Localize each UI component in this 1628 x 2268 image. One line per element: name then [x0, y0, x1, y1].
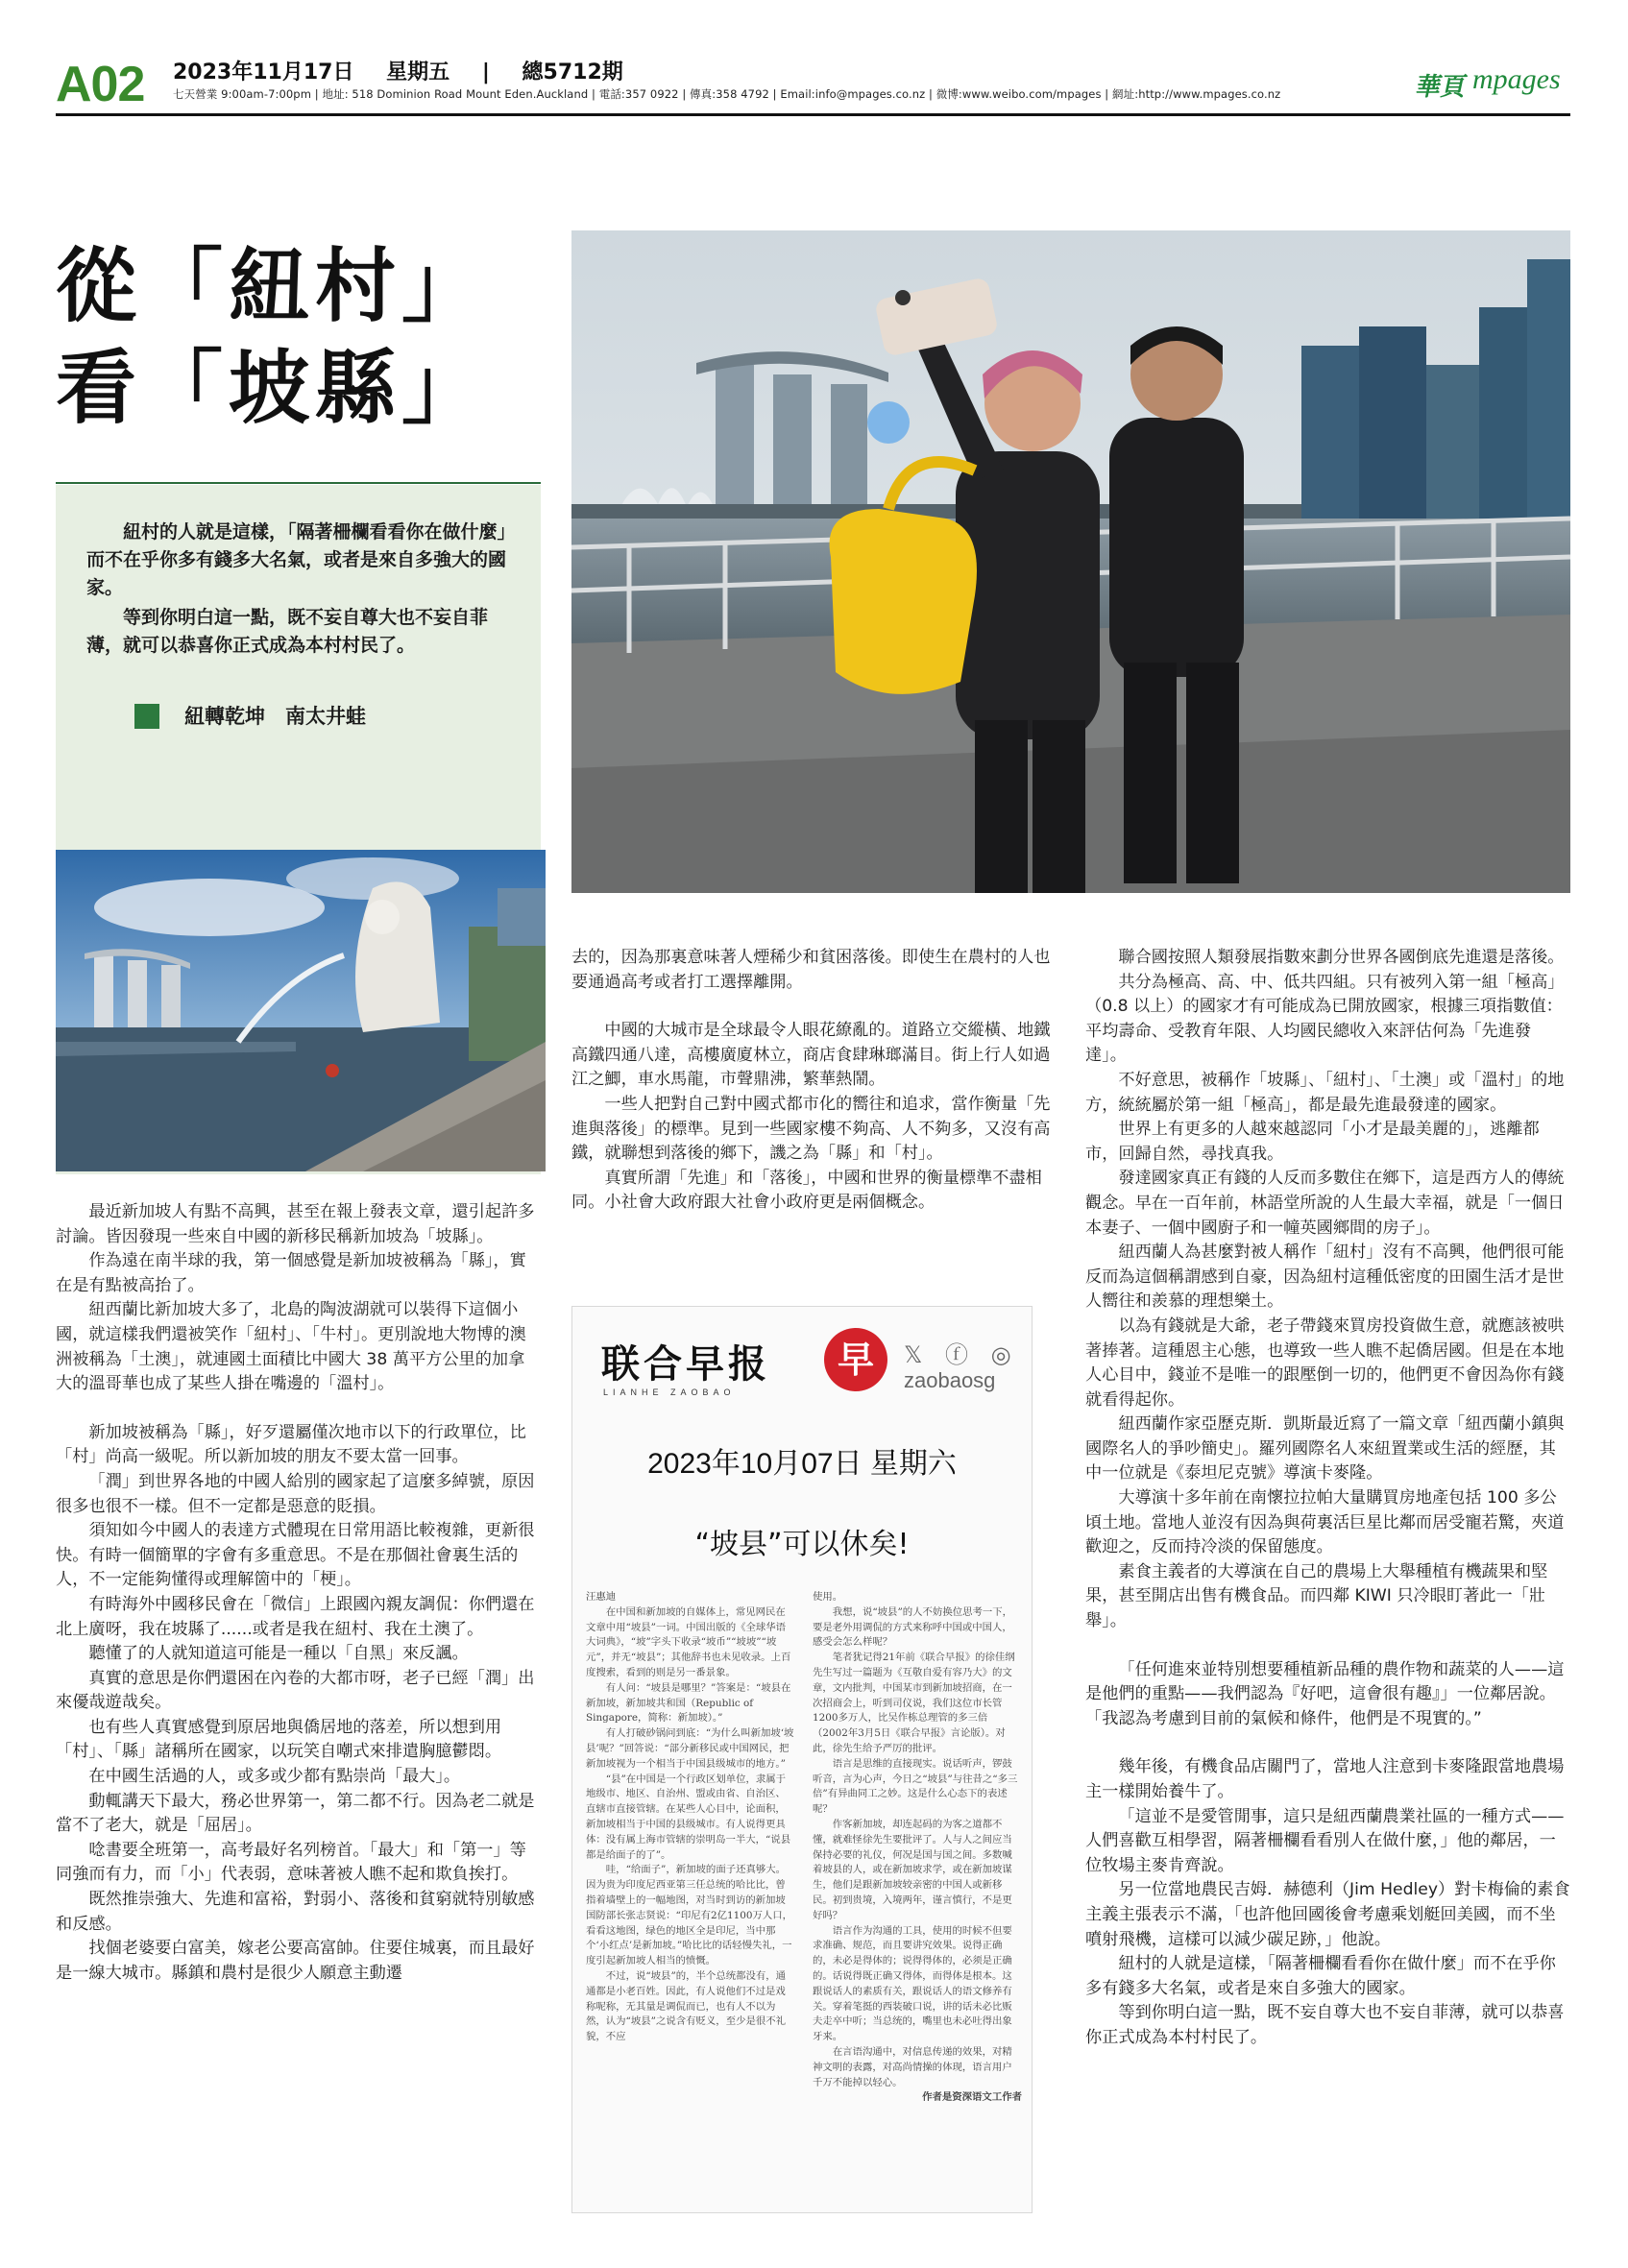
clip-paragraph: 不过，说“坡县”的，半个总统都没有，通通都是小老百姓。因此，有人说他们不过是戏称呢称，无其量是调侃而已，也有人不以为然，认为“坡县”之说含有贬义，至少是很不礼貌，不应	[586, 1969, 787, 2043]
title-line-1: 從「紐村」	[56, 239, 489, 333]
paragraph: 以為有錢就是大爺，老子帶錢來買房投資做生意，就應該被哄著捧著。這種恩主心態，也導致一些人瞧不起僑居國。但是在本地人心目中，錢並不是唯一的跟壓倒一切的，他們更不會因為你有錢就看得起你。	[1085, 1315, 1565, 1410]
paragraph: 世界上有更多的人越來越認同「小才是最美麗的」，逃離都市，回歸自然，尋找真我。	[1085, 1120, 1540, 1164]
paragraph: 找個老婆要白富美，嫁老公要高富帥。住要住城裏，而且最好是一線大城市。縣鎮和農村是很少人願意主動遷	[56, 1939, 535, 1983]
paragraph: 唸書要全班第一，高考最好名列榜首。「最大」和「第一」等同強而有力，而「小」代表弱，意味著被人瞧不起和欺負挨打。	[56, 1840, 526, 1885]
issue-number: 總5712期	[522, 60, 623, 84]
header-rule	[56, 113, 1570, 116]
issue-date: 2023年11月17日	[173, 60, 354, 84]
lead-paragraph: 等到你明白這一點，既不妄自尊大也不妄自菲薄，就可以恭喜你正式成為本村村民了。	[86, 607, 489, 656]
paragraph: 新加坡被稱為「縣」，好歹還屬僅次地市以下的行政單位，比「村」尚高一級呢。所以新加坡的朋友不要太當一回事。	[56, 1422, 526, 1467]
clipping-author: 汪惠迪	[586, 1591, 617, 1603]
paragraph: 去的，因為那裏意味著人煙稀少和貧困落後。即使生在農村的人也要通過高考或者打工選擇離開。	[571, 948, 1051, 992]
clip-paragraph: 哇，“给面子”，新加坡的面子还真够大。因为贵为印度尼西亚第三任总统的哈比比，曾指着墙壁上的一幅地图，对当时到访的新加坡国防部长张志贤说：“印尼有2亿1100万人口，看看这地图，绿色的地区全是印尼，当中那个‘小红点’是新加坡。”哈比比的话轻慢失礼，一度引起新加坡人相当的愤慨。	[586, 1864, 793, 1967]
clip-paragraph: 语言作为沟通的工具，使用的时候不但要求准确、规范，而且要讲究效果。说得正确的，未必是得体的；说得得体的，必须是正确的。话说得既正确又得体，而得体是根本。这跟说话人的素质有关，跟说话人的语文修养有关。穿着笔挺的西装破口说，讲的话未必比贩夫走卒中听；当总统的，嘴里也未必吐得出象牙来。	[813, 1924, 1012, 2043]
social-media-icons: 𝕏 ⓕ ◎	[904, 1341, 1019, 1368]
paragraph: 紐西蘭作家亞歷克斯．凱斯最近寫了一篇文章「紐西蘭小鎮與國際名人的爭吵簡史」。羅列國際名人來紐置業或生活的經歷，其中一位就是《泰坦尼克號》導演卡麥隆。	[1085, 1414, 1565, 1484]
article-lead	[86, 519, 509, 662]
paragraph: 聽懂了的人就知道這可能是一種以「自黑」來反諷。	[88, 1644, 469, 1664]
paragraph: 幾年後，有機食品店關門了，當地人注意到卡麥隆跟當地農場主一樣開始養牛了。	[1085, 1757, 1565, 1801]
article-byline: 紐轉乾坤 南太井蛙	[184, 705, 366, 728]
issue-weekday: 星期五	[386, 60, 450, 84]
paragraph: 紐村的人就是這樣，「隔著柵欄看看你在做什麼」而不在乎你多有錢多大名氣，或者是來自多強大的國家。	[1085, 1954, 1556, 1998]
article-column-3	[1085, 946, 1570, 2051]
clip-paragraph: 有人打破砂锅问到底：“为什么叫新加坡‘坡县’呢？”回答说：“部分新移民或中国网民，把新加坡视为一个相当于中国县级城市的地方。”	[586, 1727, 794, 1770]
page-number: A02	[56, 57, 145, 112]
lead-paragraph: 紐村的人就是這樣，「隔著柵欄看看你在做什麼」而不在乎你多有錢多大名氣，或者是來自多強大的國家。	[86, 521, 507, 598]
paragraph: 「這並不是愛管閒事，這只是紐西蘭農業社區的一種方式——人們喜歡互相學習，隔著柵欄看看別人在做什麼，」他的鄰居，一位牧場主麥肯齊說。	[1085, 1806, 1565, 1875]
paragraph: 須知如今中國人的表達方式體現在日常用語比較複雜，更新很快。有時一個簡單的字會有多重意思。不是在那個社會裏生活的人，不一定能夠懂得或理解箇中的「梗」。	[56, 1521, 535, 1590]
logo-chinese: 華頁	[1413, 73, 1470, 102]
zaobao-logo-subtitle: LIANHE ZAOBAO	[603, 1387, 736, 1397]
social-handle: zaobaosg	[904, 1368, 996, 1392]
paragraph: 動輒講天下最大，務必世界第一，第二都不行。因為老二就是當不了老大，就是「屈居」。	[56, 1791, 535, 1836]
paragraph: 在中國生活過的人，或多或少都有點崇尚「最大」。	[88, 1767, 461, 1787]
article-column-2	[571, 946, 1057, 1216]
clip-paragraph: 在言语沟通中，对信息传递的效果，对精神文明的表露，对高尚情操的体现，语言用户千万不能掉以轻心。	[813, 2045, 1012, 2088]
title-line-2: 看「坡縣」	[56, 341, 489, 435]
article-title	[56, 235, 488, 439]
paragraph: 素食主義者的大導演在自己的農場上大舉種植有機蔬果和堅果，甚至開店出售有機食品。而四鄰 KIWI 只冷眼盯著此一「壯舉」。	[1085, 1561, 1548, 1631]
paragraph: 也有些人真實感覺到原居地與僑居地的落差，所以想到用「村」、「縣」諸稱所在國家，以玩笑自嘲式來排遣胸臆鬱悶。	[56, 1717, 502, 1762]
paragraph: 紐西蘭人為甚麼對被人稱作「紐村」沒有不高興，他們很可能反而為這個稱謂感到自豪，因為紐村這種低密度的田園生活才是世人嚮往和羨慕的理想樂土。	[1085, 1243, 1565, 1312]
zaobao-mark-icon: 早	[824, 1328, 887, 1391]
main-photo	[571, 230, 1570, 893]
paragraph: 真實的意思是你們還困在內卷的大都市呀，老子已經「潤」出來優哉遊哉矣。	[56, 1668, 535, 1713]
contact-info: 七天營業 9:00am-7:00pm | 地址: 518 Dominion Road Mount Eden.Auckland | 電話:357 0922 | 傳真:358 4792 | Email:info@mpages.co.nz | 微博:www.weibo.com/mpages | 網址:http://www.mpages.co.nz	[173, 87, 1281, 101]
paragraph: 共分為極高、高、中、低共四組。只有被列入第一組「極高」（0.8 以上）的國家才有可能成為已開放國家，根據三項指數值：平均壽命、受教育年限、人均國民總收入來評估何為「先進發達」。	[1085, 972, 1565, 1066]
selfie-photo-illustration	[571, 230, 1570, 893]
article-column-1	[56, 1200, 541, 1986]
mpages-logo	[1413, 63, 1570, 102]
paragraph: 紐西蘭比新加坡大多了，北島的陶波湖就可以裝得下這個小國，就這樣我們還被笑作「紐村」、「牛村」。更別說地大物博的澳洲被稱為「土澳」，就連國土面積比中國大 38 萬平方公里的加拿大的溫哥華也成了某些人掛在嘴邊的「溫村」。	[56, 1300, 526, 1394]
paragraph: 發達國家真正有錢的人反而多數住在鄉下，這是西方人的傳統觀念。早在一百年前，林語堂所說的人生最大幸福，就是「一個日本妻子、一個中國廚子和一幢英國鄉間的房子」。	[1085, 1169, 1565, 1238]
clipping-title: “坡县”可以休矣!	[694, 1528, 910, 1561]
byline-marker-icon	[134, 704, 159, 729]
paragraph: 中國的大城市是全球最令人眼花繚亂的。道路立交縱橫、地鐵高鐵四通八達，高樓廣廈林立，商店食肆琳瑯滿目。街上行人如過江之鯽，車水馬龍，市聲鼎沸，繁華熱鬧。	[571, 1021, 1051, 1090]
paragraph: 最近新加坡人有點不高興，甚至在報上發表文章，還引起許多討論。皆因發現一些來自中國的新移民稱新加坡為「坡縣」。	[56, 1202, 535, 1246]
newspaper-clipping	[571, 1306, 1033, 2213]
clipping-column-left	[586, 1590, 795, 2045]
paragraph: 既然推崇強大、先進和富裕，對弱小、落後和貧窮就特別敏感和反感。	[56, 1890, 535, 1934]
merlion-photo	[56, 850, 546, 1171]
clip-paragraph: 有人问：“坡县是哪里？”答案是：“坡县在新加坡，新加坡共和国（Republic of Singapore，简称：新加坡）。”	[586, 1681, 791, 1725]
paragraph: 等到你明白這一點，既不妄自尊大也不妄自菲薄，就可以恭喜你正式成為本村村民了。	[1085, 2003, 1565, 2047]
paragraph: 真實所謂「先進」和「落後」，中國和世界的衡量標準不盡相同。小社會大政府跟大社會小政府更是兩個概念。	[571, 1168, 1042, 1213]
clipping-date: 2023年10月07日 星期六	[647, 1448, 957, 1480]
clipping-column-right	[813, 1590, 1022, 2106]
clip-paragraph: 笔者犹记得21年前《联合早报》的徐佳纲先生写过一篇题为《互敬自爱有容乃大》的文章，文内批判，中国某市到新加坡招商，在一次招商会上，听到司仪说，我们这位市长管1200多万人，比吴作栋总理管的多三倍（2002年3月5日《联合早报》言论版）。对此，徐先生给予严厉的批评。	[813, 1652, 1015, 1754]
title-divider	[56, 482, 541, 484]
clip-paragraph: 我想，说“坡县”的人不妨换位思考一下，要是老外用调侃的方式来称呼中国或中国人，感受会怎么样呢？	[813, 1605, 1013, 1649]
clip-paragraph: “县”在中国是一个行政区划单位，隶属于地级市、地区、自治州、盟或由省、自治区、直辖市直接管辖。在某些人心目中，论面积，新加坡相当于中国的县级城市。有人说得更具体：没有属上海市管辖的崇明岛一半大，“说县都是给面子的了”。	[586, 1773, 791, 1861]
paragraph: 一些人把對自己對中國式都市化的嚮往和追求，當作衡量「先進與落後」的標準。見到一些國家樓不夠高、人不夠多，又沒有高鐵，就聯想到落後的鄉下，譏之為「縣」和「村」。	[571, 1094, 1051, 1164]
paragraph: 「潤」到世界各地的中國人給別的國家起了這麼多綽號，原因很多也很不一樣。但不一定都是惡意的貶損。	[56, 1471, 535, 1516]
merlion-photo-illustration	[56, 850, 546, 1171]
paragraph: 「任何進來並特別想要種植新品種的農作物和蔬菜的人——這是他們的重點——我們認為『好吧，這會很有趣』」一位鄰居說。「我認為考慮到目前的氣候和條件，他們是不現實的。”	[1085, 1659, 1565, 1728]
header-dateline	[173, 56, 648, 85]
clip-paragraph: 使用。	[813, 1591, 843, 1603]
paragraph: 聯合國按照人類發展指數來劃分世界各國倒底先進還是落後。	[1118, 948, 1565, 967]
logo-english: mpages	[1472, 63, 1561, 95]
paragraph: 有時海外中國移民會在「微信」上跟國內親友調侃：你們還在北上廣呀，我在坡縣了......或者是我在紐村、我在土澳了。	[56, 1594, 535, 1639]
paragraph: 作為遠在南半球的我，第一個感覺是新加坡被稱為「縣」，實在是有點被高抬了。	[56, 1251, 526, 1295]
zaobao-logo: 联合早报	[601, 1342, 770, 1387]
paragraph: 另一位當地農民吉姆．赫德利（Jim Hedley）對卡梅倫的素食主義主張表示不滿，「也許他回國後會考慮乘划艇回美國，而不坐噴射飛機，這樣可以減少碳足跡，」他說。	[1085, 1880, 1570, 1949]
clip-paragraph: 作客新加坡，却连起码的为客之道都不懂，就难怪徐先生要批评了。人与人之间应当保持必要的礼仪，何况是国与国之间。多数喊着坡县的人，或在新加坡求学，或在新加坡谋生，他们是跟新加坡较亲密的中国人或新移民。初到贵境，入境两年，谨言慎行，不是更好吗？	[813, 1818, 1012, 1921]
header-separator: |	[481, 60, 490, 84]
clipping-author-note: 作者是资深语文工作者	[922, 2091, 1022, 2104]
clip-paragraph: 语言是思维的直接现实。说话听声，锣鼓听音，言为心声，今日之“坡县”与往昔之“多三倍”有异曲同工之妙。这是什么心态下的表述呢？	[813, 1757, 1018, 1816]
paragraph: 大導演十多年前在南懷拉拉帕大量購買房地產包括 100 多公頃土地。當地人並沒有因為與荷裏活巨星比鄰而居受寵若驚，夾道歡迎之，反而持冷淡的保留態度。	[1085, 1488, 1565, 1557]
paragraph: 不好意思，被稱作「坡縣」、「紐村」、「土澳」或「溫村」的地方，統統屬於第一組「極高」，都是最先進最發達的國家。	[1085, 1070, 1565, 1115]
clip-paragraph: 在中国和新加坡的自媒体上，常见网民在文章中用“坡县”一词。中国出版的《全球华语大词典》，“坡”字头下收录“坡币”“坡坡”“坡元”，并无“坡县”；其他辞书也未见收录。上百度搜索，看到的则是另一番景象。	[586, 1605, 791, 1678]
